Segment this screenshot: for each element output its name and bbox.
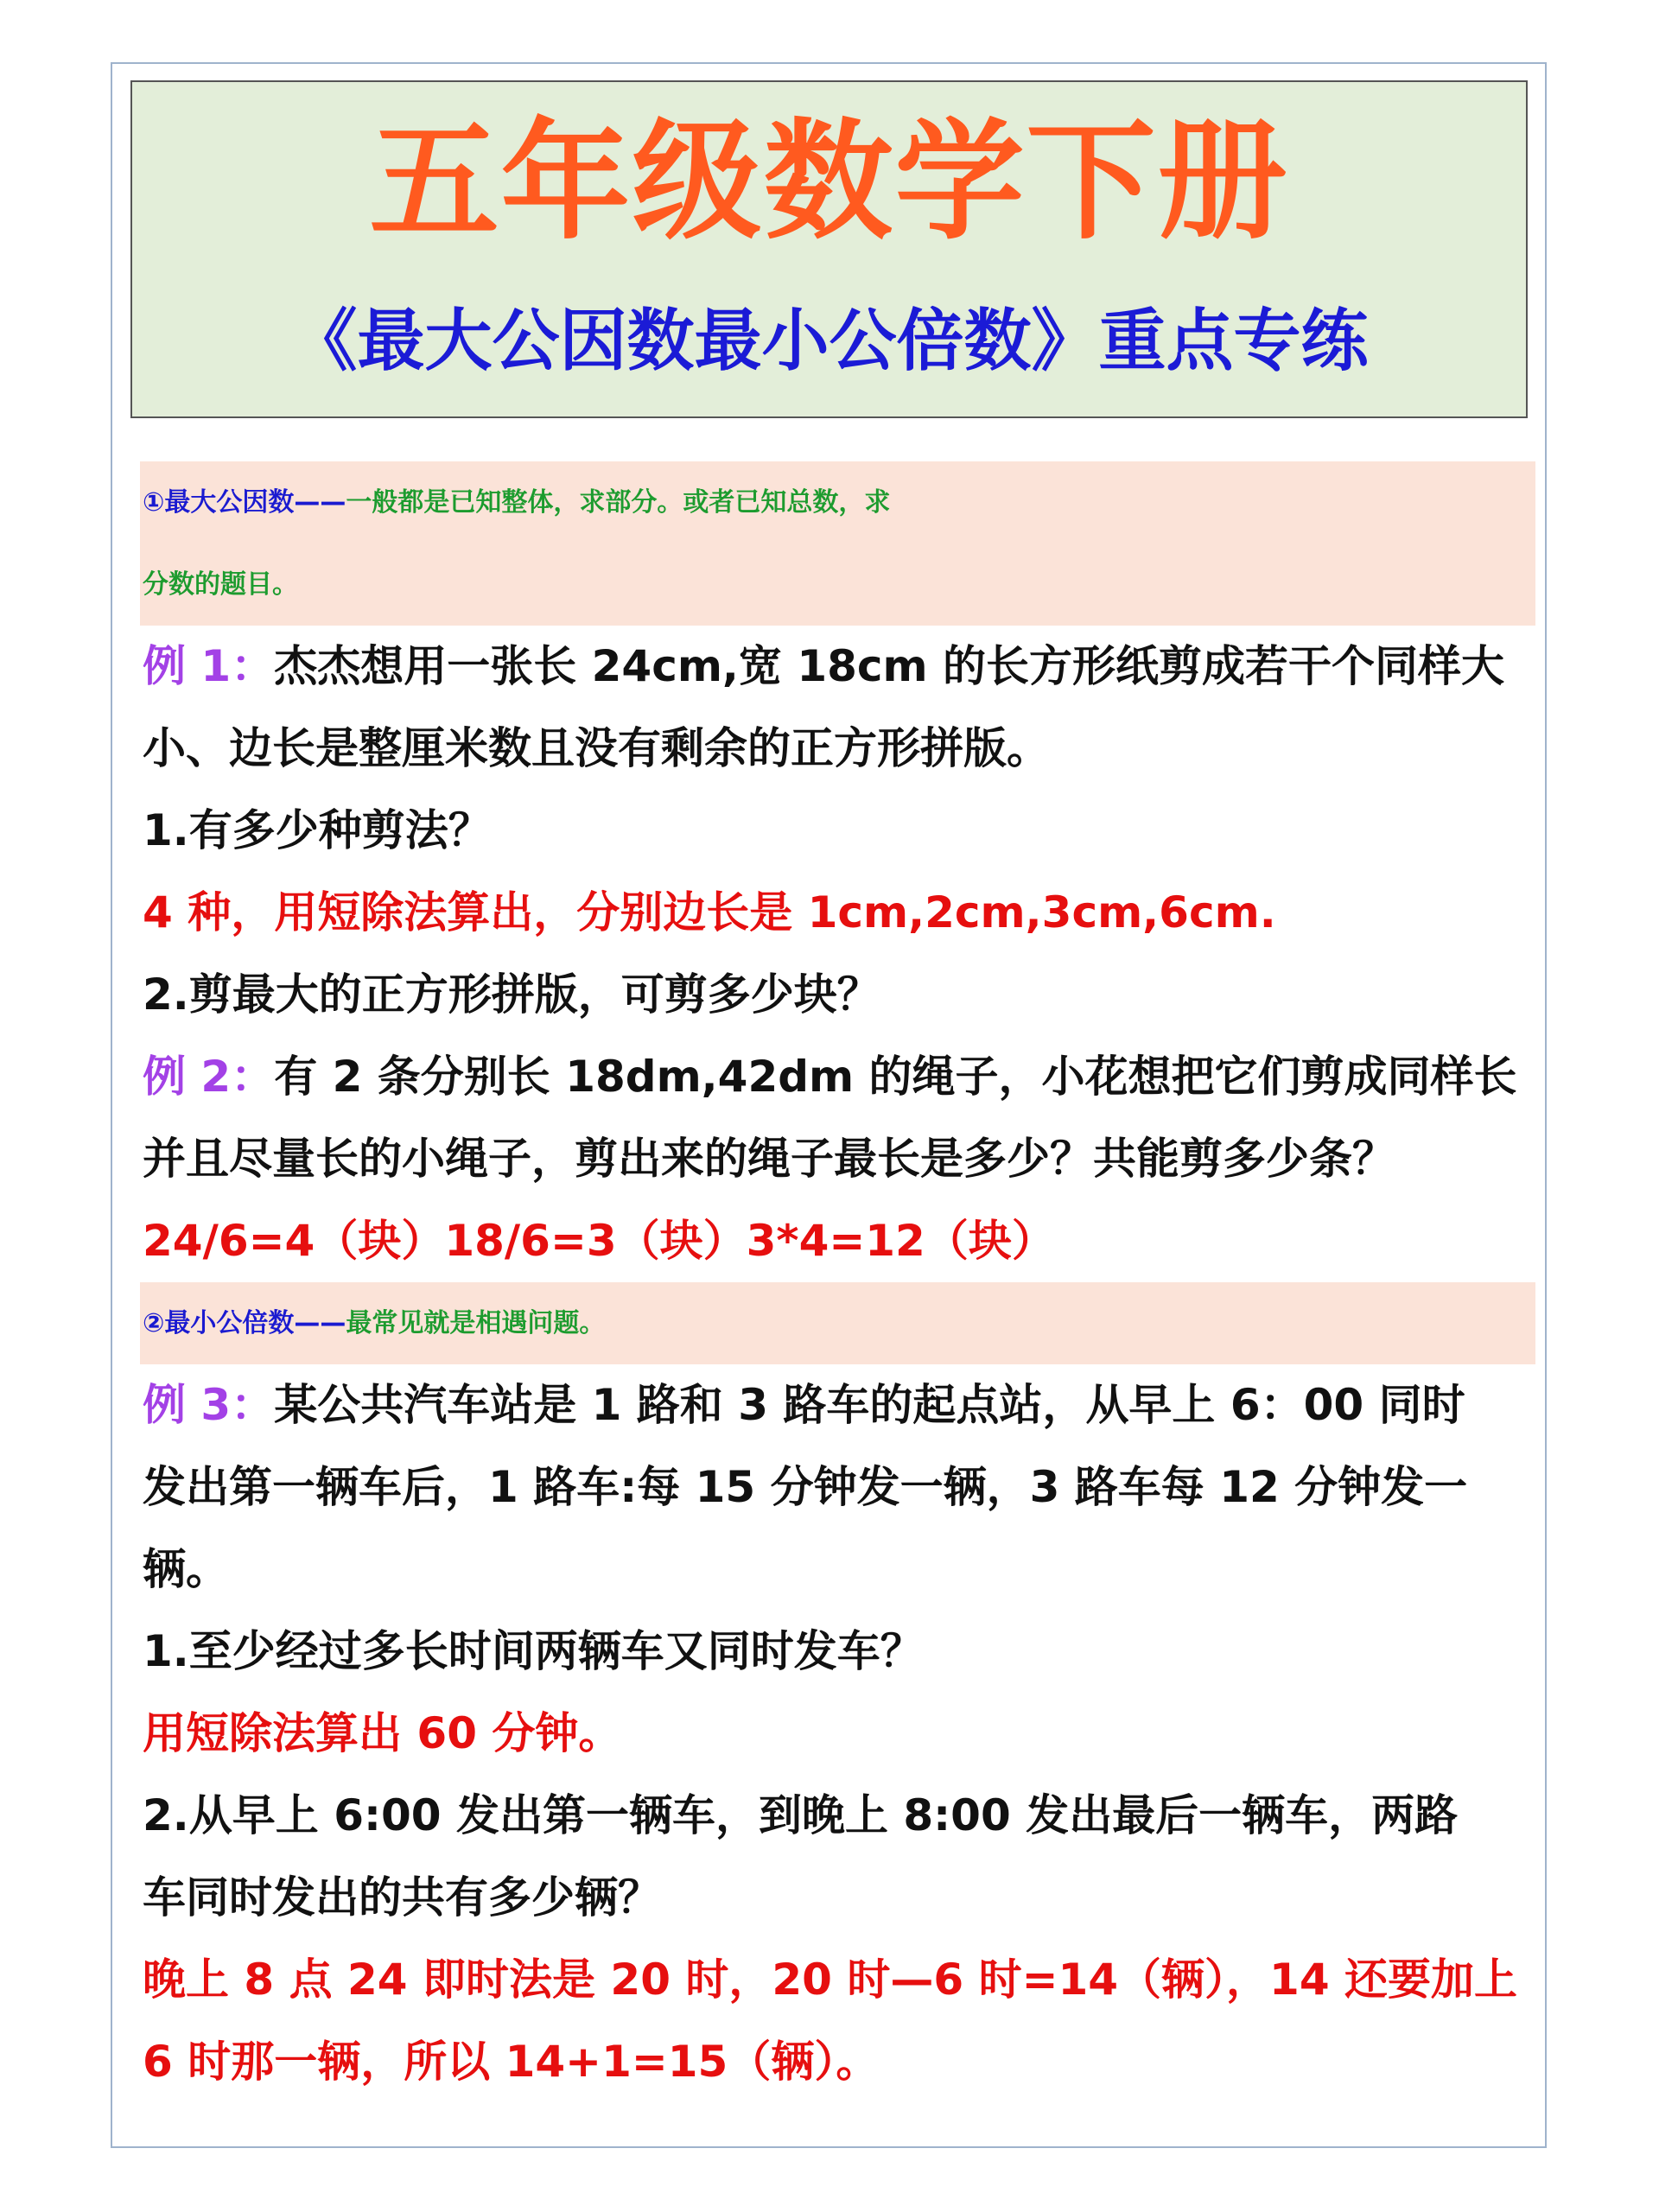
example3-answer-2-cont: 6 时那一辆，所以 14+1=15（辆）。 [143, 2037, 880, 2087]
example2-line [143, 1036, 1534, 1118]
section1-heading-text: 一般都是已知整体，求部分。或者已知总数，求 [346, 487, 891, 518]
example1-label: 例 1： [143, 641, 275, 691]
page-subtitle: 《最大公因数最小公倍数》重点专练 [289, 302, 1369, 380]
example3-answer-1: 用短除法算出 60 分钟。 [143, 1708, 622, 1758]
section2-heading-text: 最常见就是相遇问题。 [346, 1308, 606, 1338]
example1-text-cont: 小、边长是整厘米数且没有剩余的正方形拼版。 [143, 723, 1050, 773]
example3-answer-2: 晚上 8 点 24 即时法是 20 时，20 时—6 时=14（辆），14 还要加上 [143, 1955, 1518, 2005]
example3-question-2-cont: 车同时发出的共有多少辆？ [143, 1872, 661, 1923]
example3-line [143, 1364, 1534, 1446]
example3-text-end: 辆。 [143, 1544, 229, 1594]
section1-heading-cont [140, 543, 1535, 626]
example2-text: 有 2 条分别长 18dm,42dm 的绳子，小花想把它们剪成同样长 [274, 1052, 1517, 1102]
section2-heading-label: ②最小公倍数—— [143, 1308, 346, 1338]
example3-question-1: 1.至少经过多长时间两辆车又同时发车？ [143, 1626, 924, 1676]
section1-heading-label: ①最大公因数—— [143, 487, 346, 518]
example3-question-2: 2.从早上 6:00 发出第一辆车，到晚上 8:00 发出最后一辆车，两路 [143, 1790, 1459, 1840]
example3-text-cont: 发出第一辆车后，1 路车:每 15 分钟发一辆，3 路车每 12 分钟发一 [143, 1462, 1468, 1512]
page-title: 五年级数学下册 [369, 105, 1289, 257]
section1-heading-text-cont: 分数的题目。 [143, 569, 298, 600]
example1-question-2: 2.剪最大的正方形拼版，可剪多少块？ [143, 969, 880, 1020]
example1-answer-1: 4 种，用短除法算出，分别边长是 1cm,2cm,3cm,6cm. [143, 887, 1276, 938]
example2-answer: 24/6=4（块）18/6=3（块）3*4=12（块） [143, 1216, 1055, 1266]
title-banner [130, 80, 1528, 418]
example1-question-1: 1.有多少种剪法？ [143, 805, 492, 855]
worksheet-content [143, 461, 1534, 2103]
example1-text: 杰杰想用一张长 24cm,宽 18cm 的长方形纸剪成若干个同样大 [274, 641, 1505, 691]
section2-heading [140, 1282, 1535, 1364]
example2-text-cont: 并且尽量长的小绳子，剪出来的绳子最长是多少？共能剪多少条？ [143, 1134, 1395, 1184]
example1-line [143, 626, 1534, 708]
example3-text: 某公共汽车站是 1 路和 3 路车的起点站，从早上 6：00 同时 [274, 1380, 1465, 1430]
section1-heading [140, 461, 1535, 543]
example2-label: 例 2： [143, 1052, 275, 1102]
example3-label: 例 3： [143, 1380, 275, 1430]
